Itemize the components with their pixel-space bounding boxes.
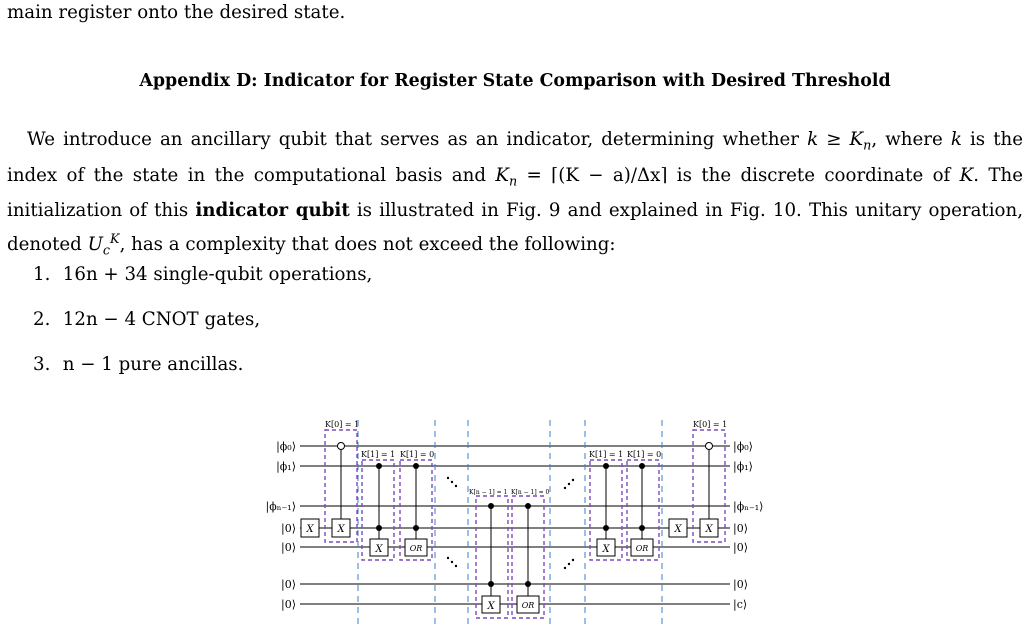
- left-labels: [266, 440, 296, 612]
- box-label: K[1] = 1: [589, 450, 624, 459]
- input-label: |0⟩: [281, 578, 296, 591]
- svg-text:X: X: [306, 524, 314, 535]
- input-label: |0⟩: [281, 541, 296, 554]
- right-labels: [733, 440, 763, 612]
- box-label: K[1] = 1: [361, 450, 396, 459]
- svg-text:OR: OR: [409, 544, 423, 553]
- svg-text:X: X: [705, 524, 713, 535]
- output-label: |ϕₙ₋₁⟩: [733, 500, 764, 513]
- quantum-circuit-diagram: [0, 410, 1030, 630]
- svg-text:X: X: [487, 601, 495, 612]
- input-label: |ϕ₀⟩: [276, 440, 296, 453]
- output-label: |0⟩: [733, 541, 748, 554]
- list-item: 2. 12n − 4 CNOT gates,: [33, 309, 261, 330]
- svg-text:X: X: [375, 544, 383, 555]
- output-label: |0⟩: [733, 522, 748, 535]
- input-label: |0⟩: [281, 598, 296, 611]
- svg-text:X: X: [602, 544, 610, 555]
- condition: k ≥ K: [807, 129, 864, 150]
- list-item: 3. n − 1 pure ancillas.: [33, 354, 244, 375]
- svg-text:OR: OR: [521, 601, 535, 610]
- box-label: K[0] = 1: [693, 420, 728, 429]
- complexity-list: [33, 260, 372, 395]
- box-label: K[n − 1] = 0: [511, 489, 550, 496]
- output-label: |ϕ₀⟩: [733, 440, 753, 453]
- output-label: |c⟩: [733, 598, 748, 611]
- indicator-qubit-bold: indicator qubit: [195, 200, 350, 222]
- control-lines: [341, 446, 709, 596]
- box-label: K[1] = 0: [400, 450, 435, 459]
- appendix-heading: Appendix D: Indicator for Register State Comparison with Desired Threshold: [139, 71, 891, 91]
- svg-text:X: X: [337, 524, 345, 535]
- input-label: |0⟩: [281, 522, 296, 535]
- open-control: [706, 443, 713, 450]
- svg-text:X: X: [674, 524, 682, 535]
- gate-labels: [305, 524, 713, 612]
- list-item: 1. 16n + 34 single-qubit operations,: [33, 264, 373, 285]
- open-control: [338, 443, 345, 450]
- intro-paragraph: We introduce an ancillary qubit that serves as an indicator, determining whether $k \ge K_n$, where k is the index of the state in the computational basis and $K_n$ = ⌈(K − a)/Δx⌉ is the discrete coordinate of K. The initialization of this indicator qubit is illustrated in Fig. 9 and explained in Fig. 10. This unitary operation, denoted $U_c^K$, has a complexity that does not exceed the following:: [7, 129, 1023, 259]
- output-label: |ϕ₁⟩: [733, 460, 753, 473]
- box-label: K[0] = 1: [325, 420, 360, 429]
- output-label: |0⟩: [733, 578, 748, 591]
- input-label: |ϕ₁⟩: [276, 460, 296, 473]
- box-label: K[1] = 0: [627, 450, 662, 459]
- svg-text:OR: OR: [635, 544, 649, 553]
- box-labels: [325, 420, 727, 496]
- circuit-wires: [300, 446, 730, 604]
- gates: [301, 519, 718, 613]
- input-label: |ϕₙ₋₁⟩: [265, 500, 296, 513]
- box-label: K[n − 1] = 1: [469, 489, 508, 496]
- top-text: main register onto the desired state.: [7, 2, 346, 23]
